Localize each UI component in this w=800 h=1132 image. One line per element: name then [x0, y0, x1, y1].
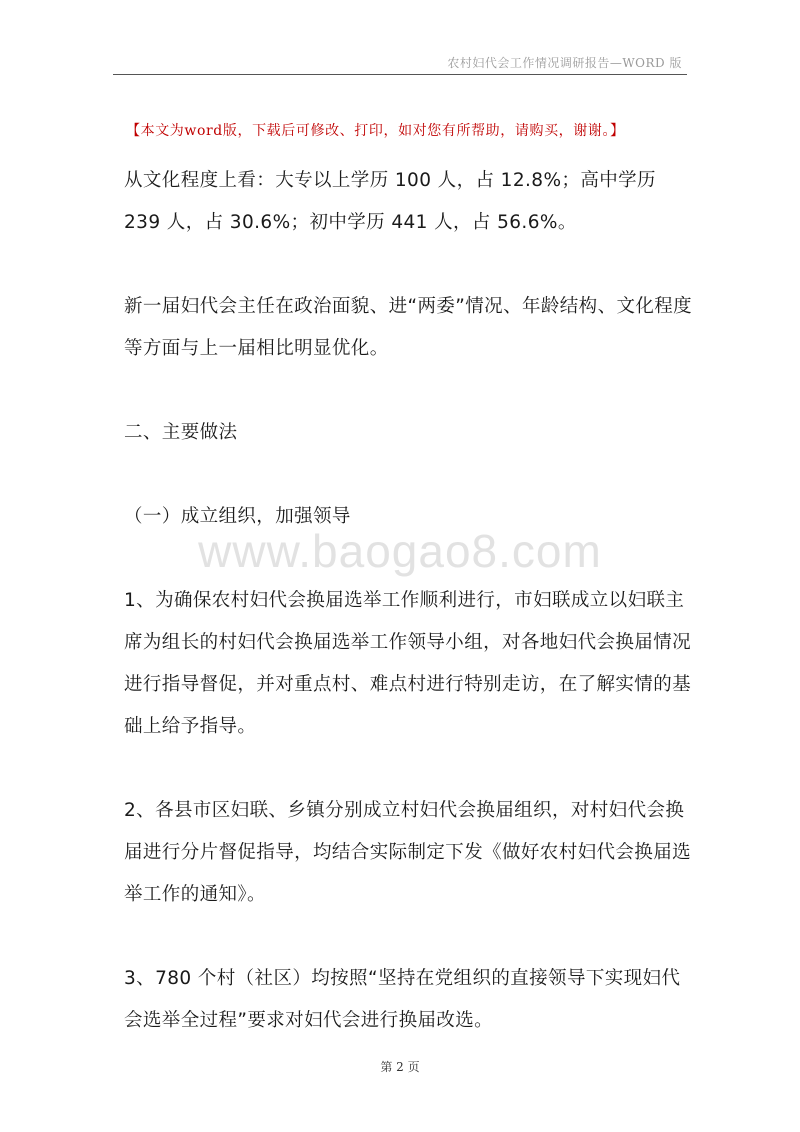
paragraph-item-1: 1、为确保农村妇代会换届选举工作顺利进行，市妇联成立以妇联主席为组长的村妇代会换届选举工作领导小组，对各地妇代会换届情况进行指导督促，并对重点村、难点村进行特别走访，在了解实情的基础上给予指导。 — [124, 590, 692, 737]
subsection-heading-organization: （一）成立组织，加强领导 — [124, 506, 351, 527]
header-divider — [113, 74, 687, 75]
download-notice: 【本文为word版，下载后可修改、打印，如对您有所帮助，请购买，谢谢。】 — [126, 123, 625, 139]
page-header-title: 农村妇代会工作情况调研报告—WORD 版 — [447, 56, 682, 70]
paragraph-item-2: 2、各县市区妇联、乡镇分别成立村妇代会换届组织，对村妇代会换届进行分片督促指导，均结合实际制定下发《做好农村妇代会换届选举工作的通知》。 — [124, 800, 692, 905]
paragraph-education: 从文化程度上看：大专以上学历 100 人，占 12.8%；高中学历 239 人，占 30.6%；初中学历 441 人，占 56.6%。 — [124, 170, 656, 233]
paragraph-director-optimization: 新一届妇代会主任在政治面貌、进“两委”情况、年龄结构、文化程度等方面与上一届相比明显优化。 — [124, 296, 693, 359]
paragraph-item-3: 3、780 个村（社区）均按照“坚持在党组织的直接领导下实现妇代会选举全过程”要求对妇代会进行换届改选。 — [124, 968, 681, 1031]
watermark: www.baogao8.com — [198, 525, 602, 577]
page-number: 第 2 页 — [380, 1060, 420, 1074]
section-heading-main-practices: 二、主要做法 — [124, 422, 238, 443]
